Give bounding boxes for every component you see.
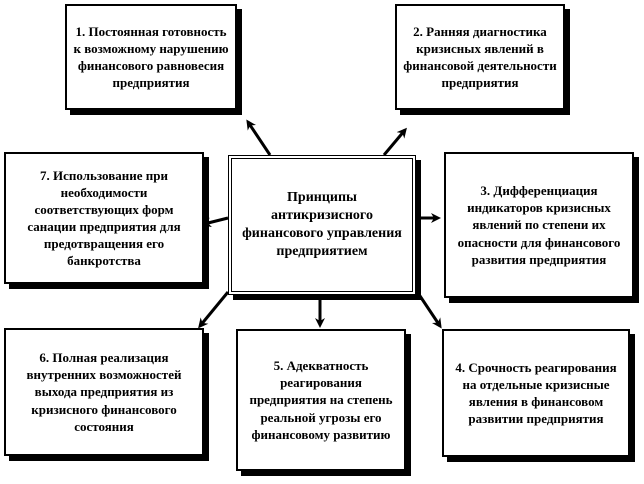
arrow-to-principle-2	[384, 130, 405, 155]
principle-3-box	[444, 152, 634, 298]
principle-4-text: 4. Срочность реагирования на отдельные кризисные явления в финансовом развитии предприятия	[455, 359, 617, 427]
arrow-to-principle-1	[248, 122, 270, 155]
arrow-to-principle-7	[204, 218, 228, 224]
principle-6-box	[4, 328, 204, 456]
principle-5-box	[236, 329, 406, 471]
principle-6-text: 6. Полная реализация внутренних возможностей выхода предприятия из кризисного финансового состояния	[26, 350, 182, 434]
principle-5-text: 5. Адекватность реагирования предприятия на степень реальной угрозы его финансовому развитию	[249, 358, 393, 442]
arrow-to-principle-4	[416, 290, 440, 326]
principle-7-text: 7. Использование при необходимости соответствующих форм санации предприятия для предотвращения его банкротства	[27, 167, 181, 269]
principle-1-box	[65, 4, 237, 110]
arrow-to-principle-6	[200, 292, 228, 326]
principle-4-box	[442, 329, 630, 457]
principle-7-box	[4, 152, 204, 284]
center-title: Принципы антикризисного финансового управления предприятием	[242, 189, 402, 260]
principle-2-box	[395, 4, 565, 110]
principle-2-text: 2. Ранняя диагностика кризисных явлений в финансовой деятельности предприятия	[403, 23, 557, 91]
principle-1-text: 1. Постоянная готовность к возможному нарушению финансового равновесия предприятия	[73, 23, 229, 91]
center-box	[228, 155, 416, 295]
principle-3-text: 3. Дифференциация индикаторов кризисных явлений по степени их опасности для финансового развития предприятия	[457, 183, 621, 267]
